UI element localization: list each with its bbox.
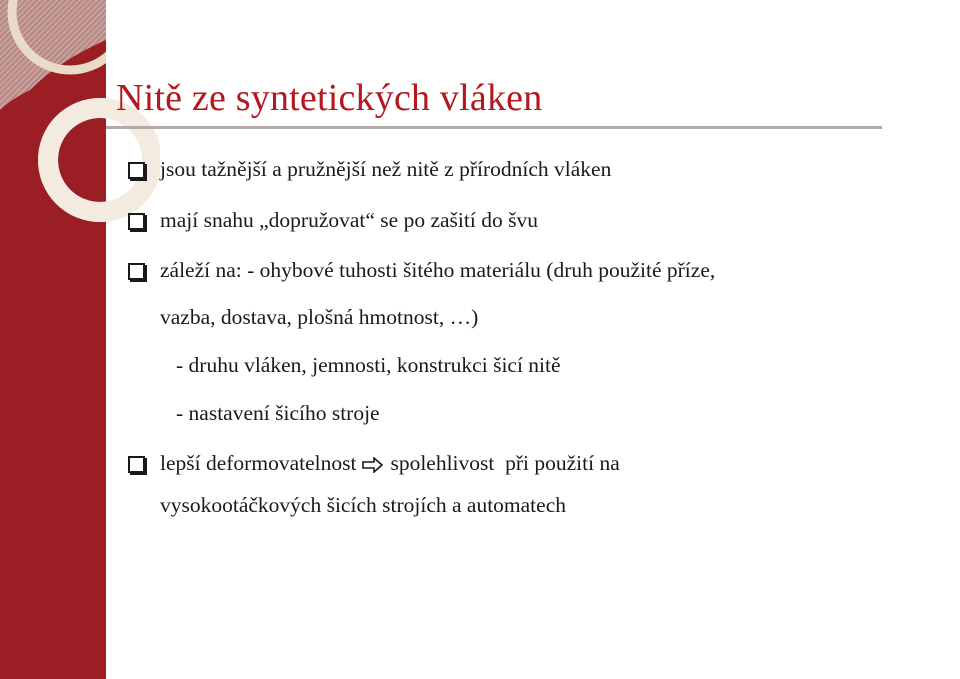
bullet-text: mají snahu „dopružovat“ se po zašití do švu	[160, 208, 538, 232]
square-bullet-icon	[128, 162, 145, 179]
bullet-continuation: vazba, dostava, plošná hmotnost, …)	[160, 305, 479, 329]
right-arrow-icon	[362, 457, 384, 473]
bullet-text-after-arrow: spolehlivost při použití na	[390, 451, 620, 475]
bullet-text: lepší deformovatelnost	[160, 451, 357, 475]
square-bullet-icon	[128, 456, 145, 473]
slide-title: Nitě ze syntetických vláken	[116, 77, 543, 119]
square-bullet-icon	[128, 263, 145, 280]
bullet-continuation: vysokootáčkových šicích strojích a automatech	[160, 493, 566, 517]
square-bullet-icon	[128, 213, 145, 230]
sub-item: - nastavení šicího stroje	[176, 401, 380, 425]
sub-item: - druhu vláken, jemnosti, konstrukci šicí nitě	[176, 353, 561, 377]
decorative-rings	[0, 0, 160, 240]
bullet-text: jsou tažnější a pružnější než nitě z přírodních vláken	[160, 157, 612, 181]
bullet-text-line	[160, 451, 620, 476]
title-divider	[106, 126, 882, 129]
bullet-text: záleží na: - ohybové tuhosti šitého materiálu (druh použité příze,	[160, 258, 716, 282]
